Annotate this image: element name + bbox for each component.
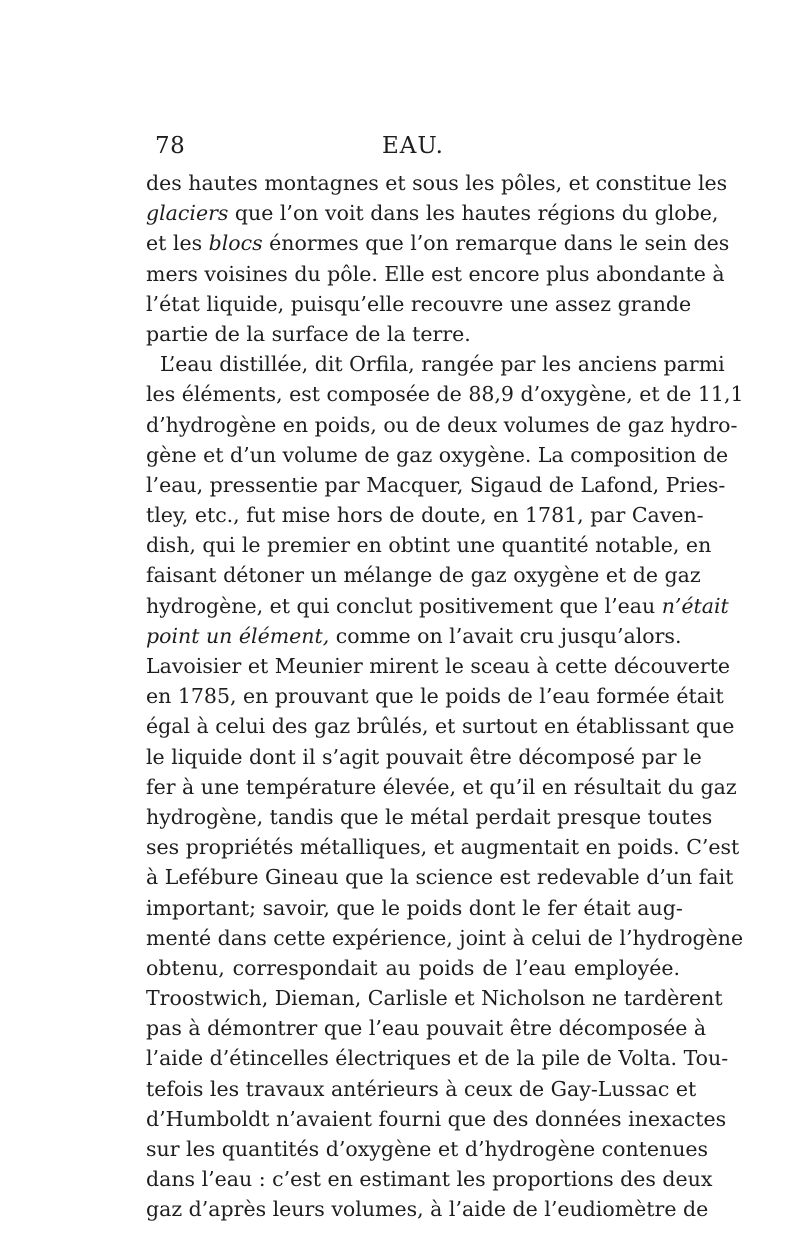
text-span: ses propriétés métalliques, et augmentait en poids. C’est (146, 835, 740, 860)
text-line (146, 410, 738, 440)
text-span: Lavoisier et Meunier mirent le sceau à cette découverte (146, 654, 731, 678)
text-span: important; savoir, que le poids dont le fer était aug- (146, 895, 683, 920)
italic-span: point un élément, (146, 623, 330, 648)
text-span: d’Humboldt n’avaient fourni que des données inexactes (146, 1106, 727, 1131)
text-span: gène et d’un volume de gaz oxygène. La composition de (146, 442, 729, 467)
text-span: menté dans cette expérience, joint à celui de l’hydrogène (146, 925, 744, 950)
text-line (146, 168, 728, 198)
text-line (146, 742, 702, 772)
text-span: tefois les travaux antérieurs à ceux de Gay-Lussac et (146, 1076, 697, 1101)
italic-span: glaciers (146, 201, 229, 226)
text-line (146, 1134, 709, 1164)
text-span: égal à celui des gaz brûlés, et surtout en établissant que (146, 714, 735, 739)
text-span: fer à une température élevée, et qu’il en résultait du gaz (146, 774, 737, 799)
text-span: pas à démontrer que l’eau pouvait être décomposée à (146, 1016, 707, 1041)
text-line (146, 832, 740, 862)
text-line (146, 621, 680, 651)
text-span: Troostwich, Dieman, Carlisle et Nicholson ne tardèrent (146, 986, 723, 1011)
text-span: mers voisines du pôle. Elle est encore plus abondante à (146, 261, 725, 286)
text-line (146, 802, 713, 832)
page-header (145, 133, 681, 167)
running-title: EAU. (382, 133, 444, 159)
text-span: et les (146, 231, 209, 256)
text-line (146, 1104, 727, 1134)
text-line (146, 651, 731, 681)
text-line (146, 862, 734, 892)
text-span: à Lefébure Gineau que la science est redevable d’un fait (146, 865, 734, 890)
text-line (146, 379, 744, 409)
text-span: hydrogène, et qui conclut positivement que l’eau (146, 593, 662, 618)
text-line (146, 681, 724, 711)
text-line (146, 772, 737, 802)
text-line (146, 349, 725, 379)
page-number: 78 (155, 133, 186, 159)
text-line (146, 259, 725, 289)
text-line (146, 1194, 709, 1224)
text-line (146, 893, 683, 923)
text-span: des hautes montagnes et sous les pôles, et constitue les (146, 171, 728, 195)
text-line (146, 1013, 707, 1043)
text-line (146, 228, 730, 258)
text-line (146, 560, 701, 590)
italic-span: blocs (208, 231, 263, 256)
text-span: en 1785, en prouvant que le poids de l’eau formée était (146, 684, 724, 709)
text-line (146, 289, 692, 319)
text-span: l’eau, pressentie par Macquer, Sigaud de Lafond, Pries- (146, 472, 726, 497)
text-line (146, 1043, 729, 1073)
text-span: gaz d’après leurs volumes, à l’aide de l’eudiomètre de (146, 1197, 709, 1222)
text-span: comme on l’avait cru jusqu’alors. (329, 623, 682, 648)
text-span: d’hydrogène en poids, ou de deux volumes de gaz hydro- (146, 412, 738, 437)
text-span: l’état liquide, puisqu’elle recouvre une assez grande (146, 291, 692, 316)
body-text (146, 168, 744, 1225)
text-line (146, 591, 729, 621)
text-span: énormes que l’on remarque dans le sein des (262, 231, 730, 256)
text-line (146, 953, 680, 983)
text-line (146, 1164, 713, 1194)
text-line (146, 319, 680, 349)
text-line (146, 500, 704, 530)
text-line (146, 198, 719, 228)
text-span: L’eau distillée, dit Orfila, rangée par les anciens parmi (160, 352, 725, 377)
text-line (146, 470, 726, 500)
text-span: dish, qui le premier en obtint une quantité notable, en (146, 533, 712, 558)
text-line (146, 440, 729, 470)
text-line (146, 983, 723, 1013)
text-span: l’aide d’étincelles électriques et de la pile de Volta. Tou- (146, 1046, 729, 1071)
text-span: tley, etc., fut mise hors de doute, en 1781, par Caven- (146, 503, 704, 528)
text-span: que l’on voit dans les hautes régions du globe, (228, 201, 719, 226)
text-span: obtenu, correspondait au poids de l’eau employée. (146, 955, 680, 980)
text-span: dans l’eau : c’est en estimant les proportions des deux (146, 1167, 713, 1192)
text-line (146, 923, 744, 953)
text-span: faisant détoner un mélange de gaz oxygène et de gaz (146, 563, 701, 588)
text-span: sur les quantités d’oxygène et d’hydrogène contenues (146, 1137, 709, 1161)
text-line (146, 711, 735, 741)
text-line (146, 530, 712, 560)
italic-span: n’était (661, 593, 729, 618)
text-line (146, 1074, 697, 1104)
text-span: hydrogène, tandis que le métal perdait presque toutes (146, 804, 713, 829)
text-span: les éléments, est composée de 88,9 d’oxygène, et de 11,1 (146, 382, 744, 407)
text-span: le liquide dont il s’agit pouvait être décomposé par le (146, 744, 702, 769)
text-span: partie de la surface de la terre. (146, 321, 471, 346)
